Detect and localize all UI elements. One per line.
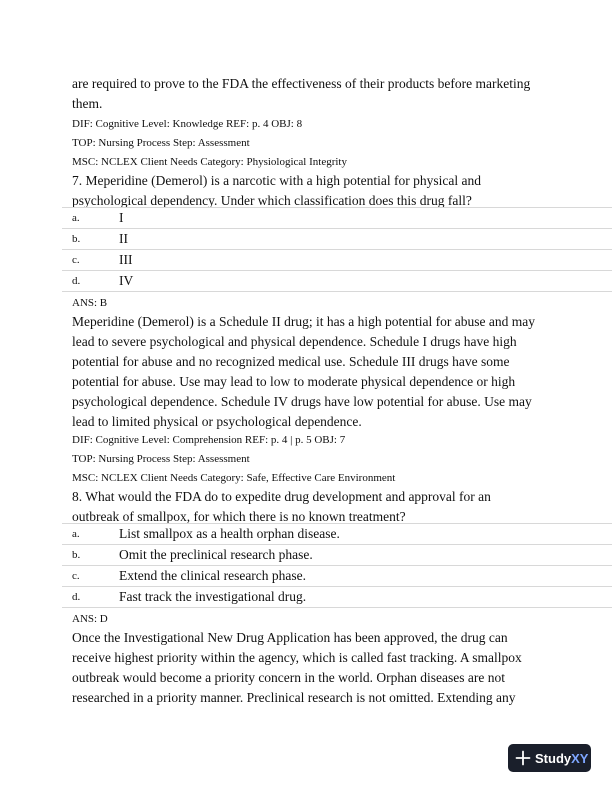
- q7-rationale-line: lead to severe psychological and physical dependence. Schedule I drugs have high: [72, 334, 517, 349]
- option-text: II: [119, 231, 128, 246]
- studyxy-logo-text: [535, 751, 588, 766]
- q8-question-line: outbreak of smallpox, for which there is no known treatment?: [72, 509, 406, 524]
- option-letter: d.: [72, 591, 81, 603]
- q8-rationale-line: outbreak would become a priority concern in the world. Orphan diseases are not: [72, 670, 505, 685]
- option-letter: a.: [72, 212, 80, 224]
- q7-rationale-line: potential for abuse. Use may lead to low to moderate physical dependence or high: [72, 374, 516, 389]
- q7-rationale-line: Meperidine (Demerol) is a Schedule II drug; it has a high potential for abuse and may: [72, 314, 535, 329]
- q8-rationale-line: researched in a priority manner. Preclinical research is not omitted. Extending any: [72, 690, 516, 705]
- q6-dif: DIF: Cognitive Level: Knowledge REF: p. 4 OBJ: 8: [72, 118, 303, 130]
- q7-msc: MSC: NCLEX Client Needs Category: Safe, Effective Care Environment: [72, 472, 396, 484]
- q8-option-b: [62, 544, 612, 565]
- q7-answer: ANS: B: [72, 297, 108, 309]
- q6-top: TOP: Nursing Process Step: Assessment: [72, 137, 250, 149]
- q8-rationale-line: Once the Investigational New Drug Application has been approved, the drug can: [72, 630, 508, 645]
- q7-question-line: psychological dependency. Under which classification does this drug fall?: [72, 193, 472, 208]
- option-text: Omit the preclinical research phase.: [119, 547, 313, 562]
- q7-rationale-line: psychological dependence. Schedule IV drugs have low potential for abuse. Use may: [72, 394, 532, 409]
- q7-option-b: [62, 228, 612, 249]
- option-text: List smallpox as a health orphan disease.: [119, 526, 340, 541]
- q7-option-c: [62, 249, 612, 270]
- option-text: I: [119, 210, 124, 225]
- option-letter: d.: [72, 275, 81, 287]
- option-letter: c.: [72, 254, 80, 266]
- logo-study: Study: [535, 750, 572, 766]
- q7-rationale-line: lead to limited physical or psychological dependence.: [72, 414, 362, 429]
- q8-option-c: [62, 565, 612, 586]
- option-letter: c.: [72, 570, 80, 582]
- q7-top: TOP: Nursing Process Step: Assessment: [72, 453, 250, 465]
- q7-question-line: 7. Meperidine (Demerol) is a narcotic with a high potential for physical and: [72, 173, 481, 188]
- option-text: IV: [119, 273, 134, 288]
- option-text: Extend the clinical research phase.: [119, 568, 307, 583]
- q8-question-line: 8. What would the FDA do to expedite drug development and approval for an: [72, 489, 491, 504]
- option-letter: b.: [72, 549, 81, 561]
- q8-option-d: [62, 586, 612, 608]
- option-letter: b.: [72, 233, 81, 245]
- logo-xy: XY: [571, 750, 589, 766]
- q6-msc: MSC: NCLEX Client Needs Category: Physiological Integrity: [72, 156, 347, 168]
- q7-option-d: [62, 270, 612, 292]
- q7-dif: DIF: Cognitive Level: Comprehension REF: p. 4 | p. 5 OBJ: 7: [72, 434, 346, 446]
- intro-line: them.: [72, 96, 103, 111]
- q7-rationale-line: potential for abuse and no recognized medical use. Schedule III drugs have some: [72, 354, 510, 369]
- plus-icon: [515, 750, 531, 766]
- q8-option-a: [62, 523, 612, 544]
- option-letter: a.: [72, 528, 80, 540]
- option-text: Fast track the investigational drug.: [119, 589, 307, 604]
- intro-line: are required to prove to the FDA the effectiveness of their products before marketing: [72, 76, 531, 91]
- q7-option-a: [62, 207, 612, 228]
- q8-rationale-line: receive highest priority within the agency, which is called fast tracking. A smallpox: [72, 650, 522, 665]
- option-text: III: [119, 252, 133, 267]
- studyxy-badge[interactable]: [508, 744, 591, 772]
- q8-answer: ANS: D: [72, 613, 108, 625]
